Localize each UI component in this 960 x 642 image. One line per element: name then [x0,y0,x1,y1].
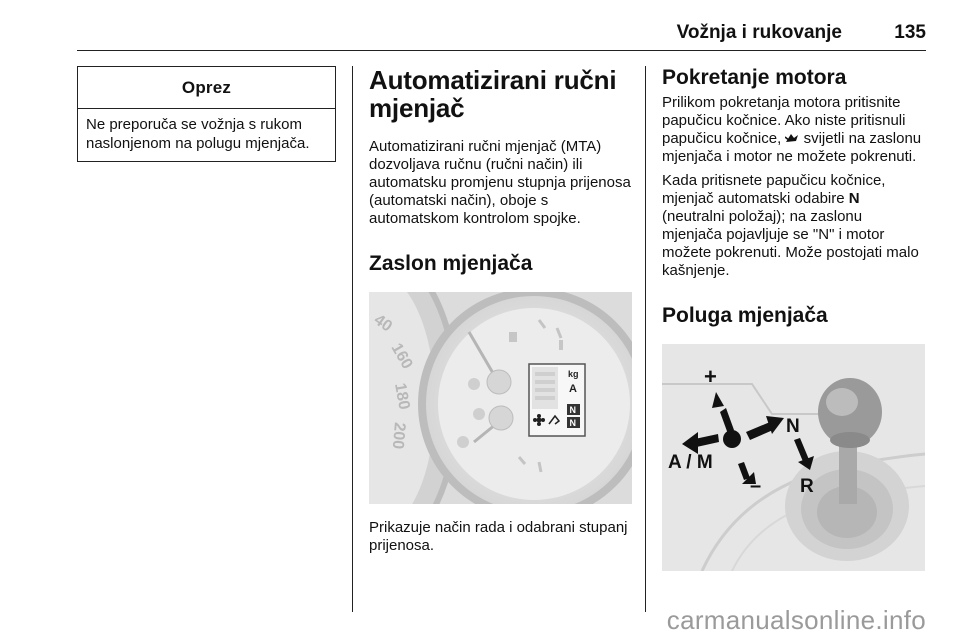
transmission-display-figure [369,292,632,504]
lever-label-minus: – [750,475,762,497]
watermark: carmanualsonline.info [666,605,926,635]
gauge-mark: 40 [370,311,396,336]
screen-gear-bottom: N [569,418,576,428]
gear-lever-illustration [662,344,925,571]
column-divider [352,66,353,612]
display-caption: Prikazuje način rada i odabrani stupanj prijenosa. [369,519,628,554]
start-paragraph-2 [662,172,926,280]
lever-label-plus: + [704,364,717,389]
column-divider [645,66,646,612]
neutral-symbol: N [848,190,860,207]
display-heading: Zaslon mjenjača [369,252,533,275]
right-column [662,66,926,571]
start-p1-text-b: svijetli na zaslonu mjenjača i motor ne možete pokrenuti. [662,130,922,165]
screen-mode-label: A [569,383,577,395]
caution-title: Oprez [78,67,335,109]
page-header [77,0,926,51]
gear-lever-figure [662,344,925,571]
middle-column [369,66,634,555]
start-p1-text-a: Prilikom pokretanja motora pritisnite papučicu kočnice. Ako niste pritisnuli papučicu kočnice, [662,94,906,147]
start-paragraph-1 [662,94,926,166]
start-p2-text-a: Kada pritisnete papučicu kočnice, mjenjač automatski odabire [662,172,886,207]
lever-heading: Poluga mjenjača [662,304,828,327]
mta-intro: Automatizirani ručni mjenjač (MTA) dozvoljava ručnu (ručni način) ili automatsku promjenu stupnja prijenosa (automatski način), oboje s automatskom kontrolom spojke. [369,138,631,227]
start-heading: Pokretanje motora [662,66,847,89]
gauge-mark: 200 [388,421,408,450]
gauge-mark: 180 [391,381,413,411]
lever-label-r: R [800,476,814,497]
caution-box [77,66,336,162]
screen-gear-top: N [569,405,576,415]
section-title: Vožnja i rukovanje [676,22,842,43]
gauge-mark: 160 [387,340,416,373]
mta-heading: Automatizirani ručni mjenjač [369,65,617,123]
lever-label-am: A / M [668,452,713,473]
start-p2-text-b: (neutralni položaj); na zaslonu mjenjača pojavljuje se "N" i motor možete pokrenuti. Može postojati malo kašnjenje. [662,208,919,279]
dashboard-illustration [369,292,632,504]
caution-text: Ne preporuča se vožnja s rukom naslonjenom na polugu mjenjača. [86,116,310,152]
brake-foot-icon [785,130,799,147]
page-number: 135 [894,22,926,43]
screen-kg-label: kg [568,369,579,379]
lever-label-n: N [786,416,800,437]
